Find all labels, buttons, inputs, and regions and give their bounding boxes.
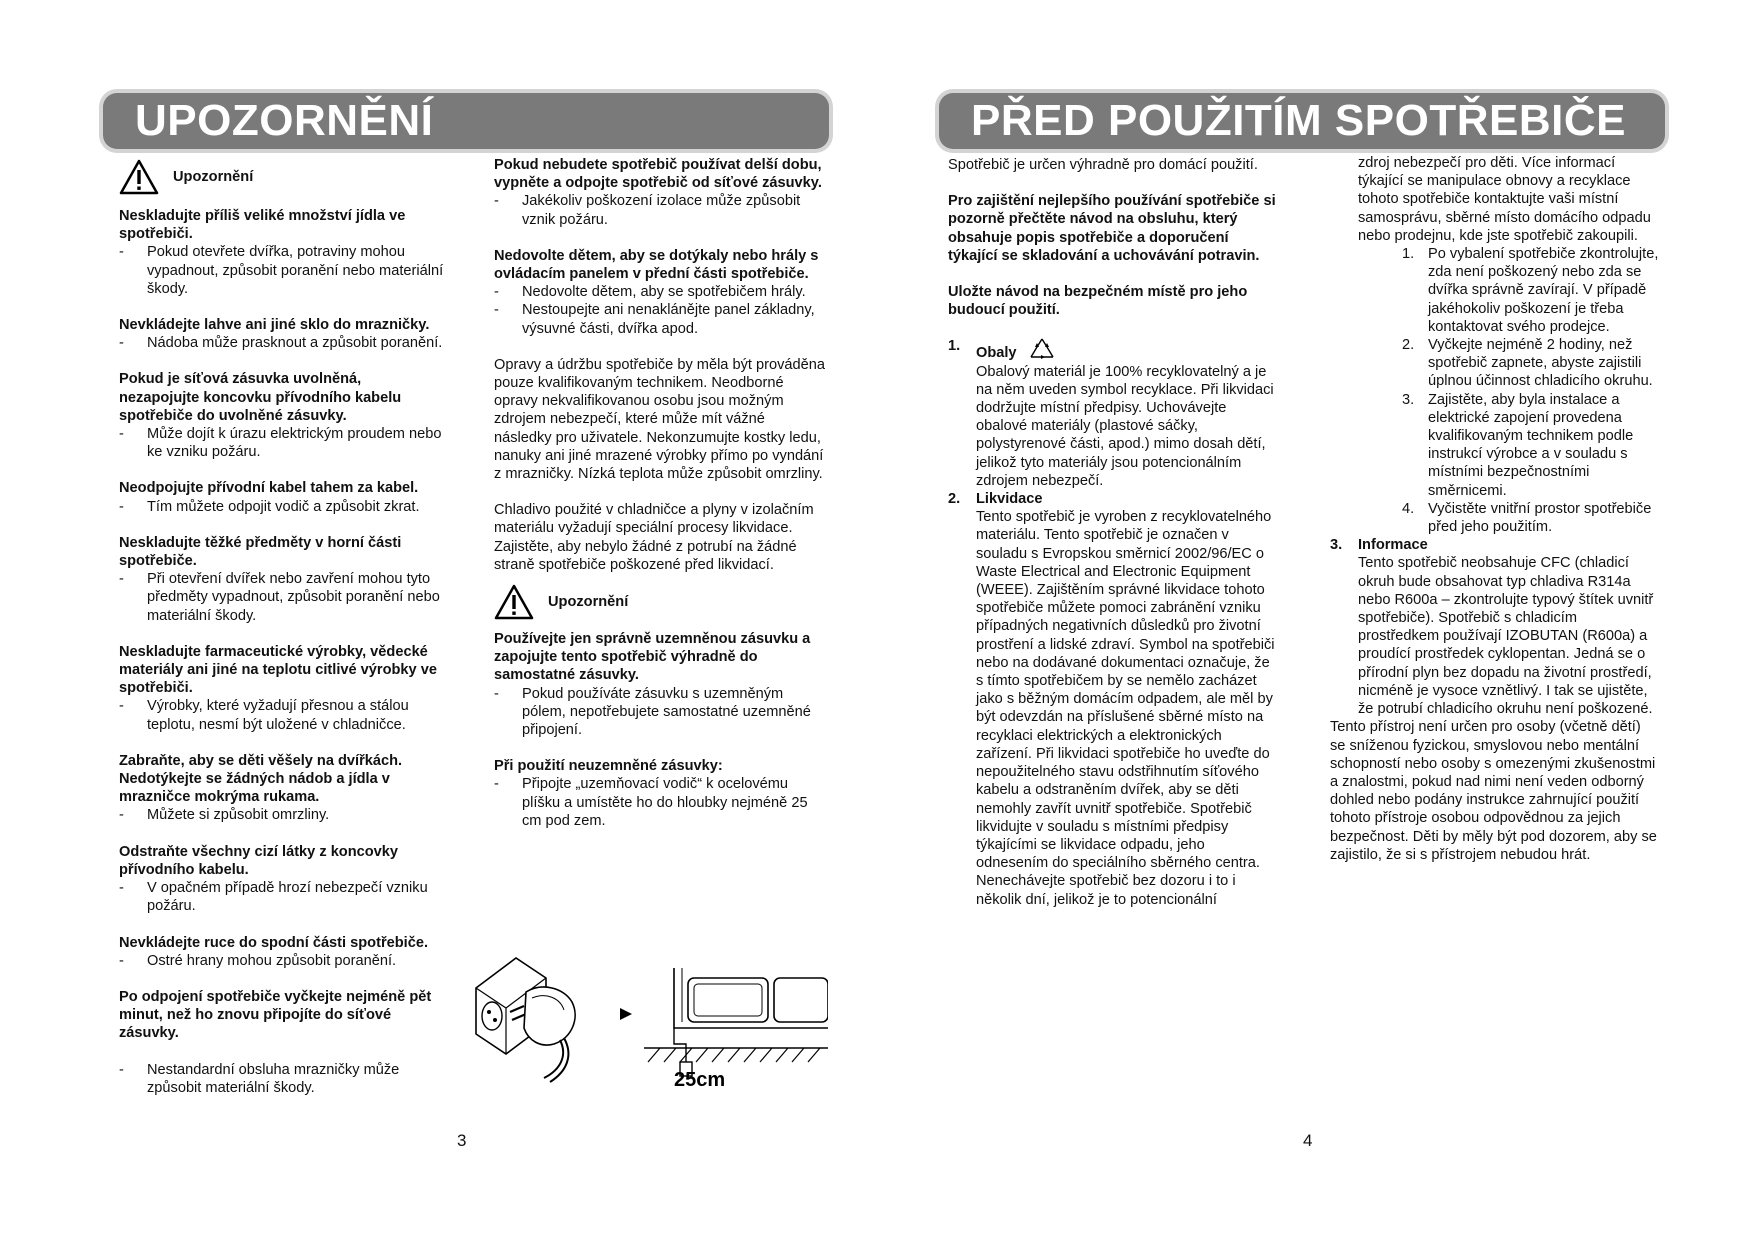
section-heading: Neskladujte farmaceutické výrobky, vědecké materiály ani jiné na teplotu citlivé výrobky ve spotřebiči. <box>119 643 437 697</box>
sub-list-number: 4. <box>1402 500 1415 517</box>
page-title: UPOZORNĚNÍ <box>135 96 434 145</box>
arrow-icon <box>620 1008 632 1020</box>
sub-list-item <box>1330 336 1660 391</box>
paragraph: zdroj nebezpečí pro děti. Více informací týkající se manipulace obnovy a recyklace tohoto spotřebiče kontaktujte vaši místní samosprávu, sběrné místo domácího odpadu nebo prodejnu, kde jste spotřebič zakoupili. <box>1358 155 1651 244</box>
list-item: - Při otevření dvířek nebo zavření mohou tyto předměty vypadnout, způsobit poranění nebo materiální škody. <box>119 570 445 625</box>
left-column-2 <box>494 156 826 830</box>
section-heading: Po odpojení spotřebiče vyčkejte nejméně pět minut, než ho znovu připojíte do síťové zásuvky. <box>119 988 432 1042</box>
page-title-banner <box>103 93 829 149</box>
warning-heading <box>494 584 826 620</box>
section-heading: Nedovolte dětem, aby se dotýkaly nebo hrály s ovládacím panelem v přední části spotřebiče. <box>494 247 819 283</box>
warning-triangle-icon <box>494 584 534 620</box>
right-column-1 <box>948 156 1276 909</box>
list-item: - Nestoupejte ani nenaklánějte panel základny, výsuvné části, dvířka apod. <box>494 301 826 337</box>
list-title: Obaly <box>976 345 1017 362</box>
list-item <box>948 490 1276 508</box>
list-body: Obalový materiál je 100% recyklovatelný a je na něm uveden symbol recyklace. Při likvidaci dodržujte místní předpisy. Uchovávejte obalové materiály (plastové sáčky, polystyrenové části, apod.) mimo dosah dětí, jelikož tyto materiály jsou potencionálním zdrojem nebezpečí. <box>976 363 1274 489</box>
bold-paragraph: Pro zajištění nejlepšího používání spotřebiče si pozorně přečtěte návod na obsluhu, který obsahuje popis spotřebiče a doporučení týkající se skladování a uchovávání potravin. <box>948 193 1276 264</box>
list-item: - Připojte „uzemňovací vodič“ k ocelovému plíšku a umístěte ho do hloubky nejméně 25 cm pod zem. <box>494 775 826 830</box>
list-item: - Nestandardní obsluha mrazničky může způsobit materiální škody. <box>119 1061 445 1097</box>
page-number: 4 <box>1303 1131 1313 1150</box>
right-column-2 <box>1330 154 1660 864</box>
appliance-base-icon <box>644 968 828 1076</box>
sub-list-text: Po vybalení spotřebiče zkontrolujte, zda není poškozený nebo zda se dvířka správně zavírají. V případě jakéhokoliv poškození je třeba kontaktovat svého prodejce. <box>1428 246 1659 335</box>
list-number: 3. <box>1330 537 1343 554</box>
recycle-icon <box>1027 337 1057 361</box>
paragraph: Tento přístroj není určen pro osoby (včetně dětí) se sníženou fyzickou, smyslovou nebo mentální schopností nebo osoby s omezenými zkušenostmi a znalostmi, pokud nad nimi není veden odborný dohled nebo podány instrukce zahrnující použití tohoto přístroje osobou odpovědnou za jejich bezpečnost. Děti by měly být pod dozorem, aby se zajistilo, že si s přístrojem nebudou hrát. <box>1330 719 1657 863</box>
list-item: - Nedovolte dětem, aby se spotřebičem hrály. <box>494 283 826 301</box>
list-item: - Ostré hrany mohou způsobit poranění. <box>119 952 445 970</box>
section-heading: Nevkládejte ruce do spodní části spotřebiče. <box>119 934 428 951</box>
paragraph: Spotřebič je určen výhradně pro domácí použití. <box>948 157 1258 173</box>
section-heading: Při použití neuzemněné zásuvky: <box>494 758 723 775</box>
section-heading: Pokud nebudete spotřebič používat delší dobu, vypněte a odpojte spotřebič od síťové zásuvky. <box>494 157 822 192</box>
warning-label: Upozornění <box>173 168 254 185</box>
warning-heading <box>119 159 445 195</box>
section-heading: Neodpojujte přívodní kabel tahem za kabel. <box>119 480 419 497</box>
section-heading: Odstraňte všechny cizí látky z koncovky přívodního kabelu. <box>119 843 399 878</box>
list-item: - Pokud používáte zásuvku s uzemněným pólem, nepotřebujete samostatné uzemněné připojení. <box>494 685 826 740</box>
left-column-1 <box>119 159 445 1097</box>
section-heading: Neskladujte těžké předměty v horní části spotřebiče. <box>119 534 402 570</box>
list-title: Informace <box>1358 537 1428 554</box>
paragraph: Opravy a údržbu spotřebiče by měla být prováděna pouze kvalifikovaným technikem. Neodborné opravy nekvalifikovanou osobu jsou možným zdrojem nebezpečí, které může mít vážné následky pro uživatele. Nekonzumujte kostky ledu, nanuky ani jiné mrazené výrobky přímo po vyndání z mrazničky. Nízká teplota může způsobit omrzliny. <box>494 356 825 483</box>
sub-list-number: 2. <box>1402 337 1415 354</box>
sub-list-text: Vyčistěte vnitřní prostor spotřebiče před jeho použitím. <box>1428 500 1652 536</box>
bold-paragraph: Uložte návod na bezpečném místě pro jeho budoucí použití. <box>948 284 1248 319</box>
list-body: Tento spotřebič je vyroben z recyklovatelného materiálu. Tento spotřebič je označen v souladu s Evropskou směrnicí 2002/96/EC o Waste Electrical and Electronic Equipment (WEEE). Zajištěním správné likvidace tohoto spotřebiče můžete pomoci zabránění vzniku případných negativních důsledků pro životní prostření a lidské zdraví. Symbol na spotřebiči nebo na dodávané dokumentaci označuje, že s tímto spotřebičem by se nemělo zacházet jako s běžným domácím odpadem, ale měl by být odevzdán na příslušené sběrné místo na recyklaci elektrických a elektronických zařízení. Při likvidaci spotřebiče ho uveďte do nepoužitelného stavu odstřihnutím síťového kabelu a odstraněním dvířek, aby se děti nemohly zavřít uvnitř spotřebiče. Spotřebič likvidujte v souladu s místními předpisy týkajícími se likvidace odpadu, jeho odnesením do speciálního sběrného centra. Nenechávejte spotřebič bez dozoru i to i několik dní, jelikož je to potencionální <box>976 509 1275 908</box>
list-item: - Výrobky, které vyžadují přesnou a stálou teplotu, nesmí být uložené v chladničce. <box>119 697 445 733</box>
list-item <box>1330 536 1660 554</box>
list-number: 2. <box>948 491 961 508</box>
list-item: - Může dojít k úrazu elektrickým proudem nebo ke vzniku požáru. <box>119 425 445 461</box>
list-title: Likvidace <box>976 491 1043 508</box>
page-title: PŘED POUŽITÍM SPOTŘEBIČE <box>971 96 1626 145</box>
page-number: 3 <box>457 1131 467 1150</box>
sub-list-item <box>1330 391 1660 500</box>
page-title-banner <box>939 93 1665 149</box>
section-heading: Neskladujte příliš veliké množství jídla ve spotřebiči. <box>119 208 406 243</box>
depth-label: 25cm <box>674 1069 726 1088</box>
section-heading: Zabraňte, aby se děti věšely na dvířkách. Nedotýkejte se žádných nádob a jídla v mrazničce mokrýma rukama. <box>119 752 403 806</box>
list-item: - Můžete si způsobit omrzliny. <box>119 806 445 824</box>
list-item: - V opačném případě hrozí nebezpečí vzniku požáru. <box>119 879 445 915</box>
sub-list-item <box>1330 245 1660 336</box>
section-heading: Používejte jen správně uzemněnou zásuvku a zapojujte tento spotřebič výhradně do samostatné zásuvky. <box>494 631 811 684</box>
warning-triangle-icon <box>119 159 159 195</box>
list-item: - Pokud otevřete dvířka, potraviny mohou vypadnout, způsobit poranění nebo materiální škody. <box>119 243 445 298</box>
paragraph: Chladivo použité v chladničce a plyny v izolačním materiálu vyžadují speciální procesy likvidace. Zajistěte, aby nebylo žádné z potrubí na žádné straně spotřebiče poškozené před likvidací. <box>494 502 814 573</box>
list-body: Tento spotřebič neobsahuje CFC (chladicí okruh bude obsahovat typ chladiva R314a nebo R600a – zkontrolujte typový štítek uvnitř spotřebiče). Spotřebič s chladicím prostředkem používají IZOBUTAN (R600a) a proudící prostředek cyklopentan. Jedná se o přírodní plyn bez dopadu na životní prostředí, nicméně je vysoce vznětlivý. I tak se ujistěte, že potrubí chladicího okruhu není poškozené. <box>1358 555 1654 718</box>
list-item: - Jakékoliv poškození izolace může způsobit vznik požáru. <box>494 192 826 228</box>
sub-list-number: 1. <box>1402 246 1415 263</box>
list-item: - Nádoba může prasknout a způsobit poranění. <box>119 334 445 352</box>
sub-list-text: Zajistěte, aby byla instalace a elektrické zapojení provedena kvalifikovaným technikem podle instrukcí výrobce a v souladu s místními bezpečnostními směrnicemi. <box>1428 391 1634 499</box>
sub-list-number: 3. <box>1402 391 1415 408</box>
section-heading: Nevkládejte lahve ani jiné sklo do mrazničky. <box>119 317 430 334</box>
list-item: - Tím můžete odpojit vodič a způsobit zkrat. <box>119 498 445 516</box>
grounding-illustration <box>468 948 828 1088</box>
list-number: 1. <box>948 338 961 355</box>
section-heading: Pokud je síťová zásuvka uvolněná, nezapojujte koncovku přívodního kabelu spotřebiče do uvolněné zásuvky. <box>119 371 402 424</box>
list-item <box>948 337 1276 362</box>
sub-list-item <box>1330 500 1660 536</box>
sub-list-text: Vyčkejte nejméně 2 hodiny, než spotřebič zapnete, abyste zajistili úplnou účinnost chladicího okruhu. <box>1428 337 1653 390</box>
warning-label: Upozornění <box>548 593 629 610</box>
